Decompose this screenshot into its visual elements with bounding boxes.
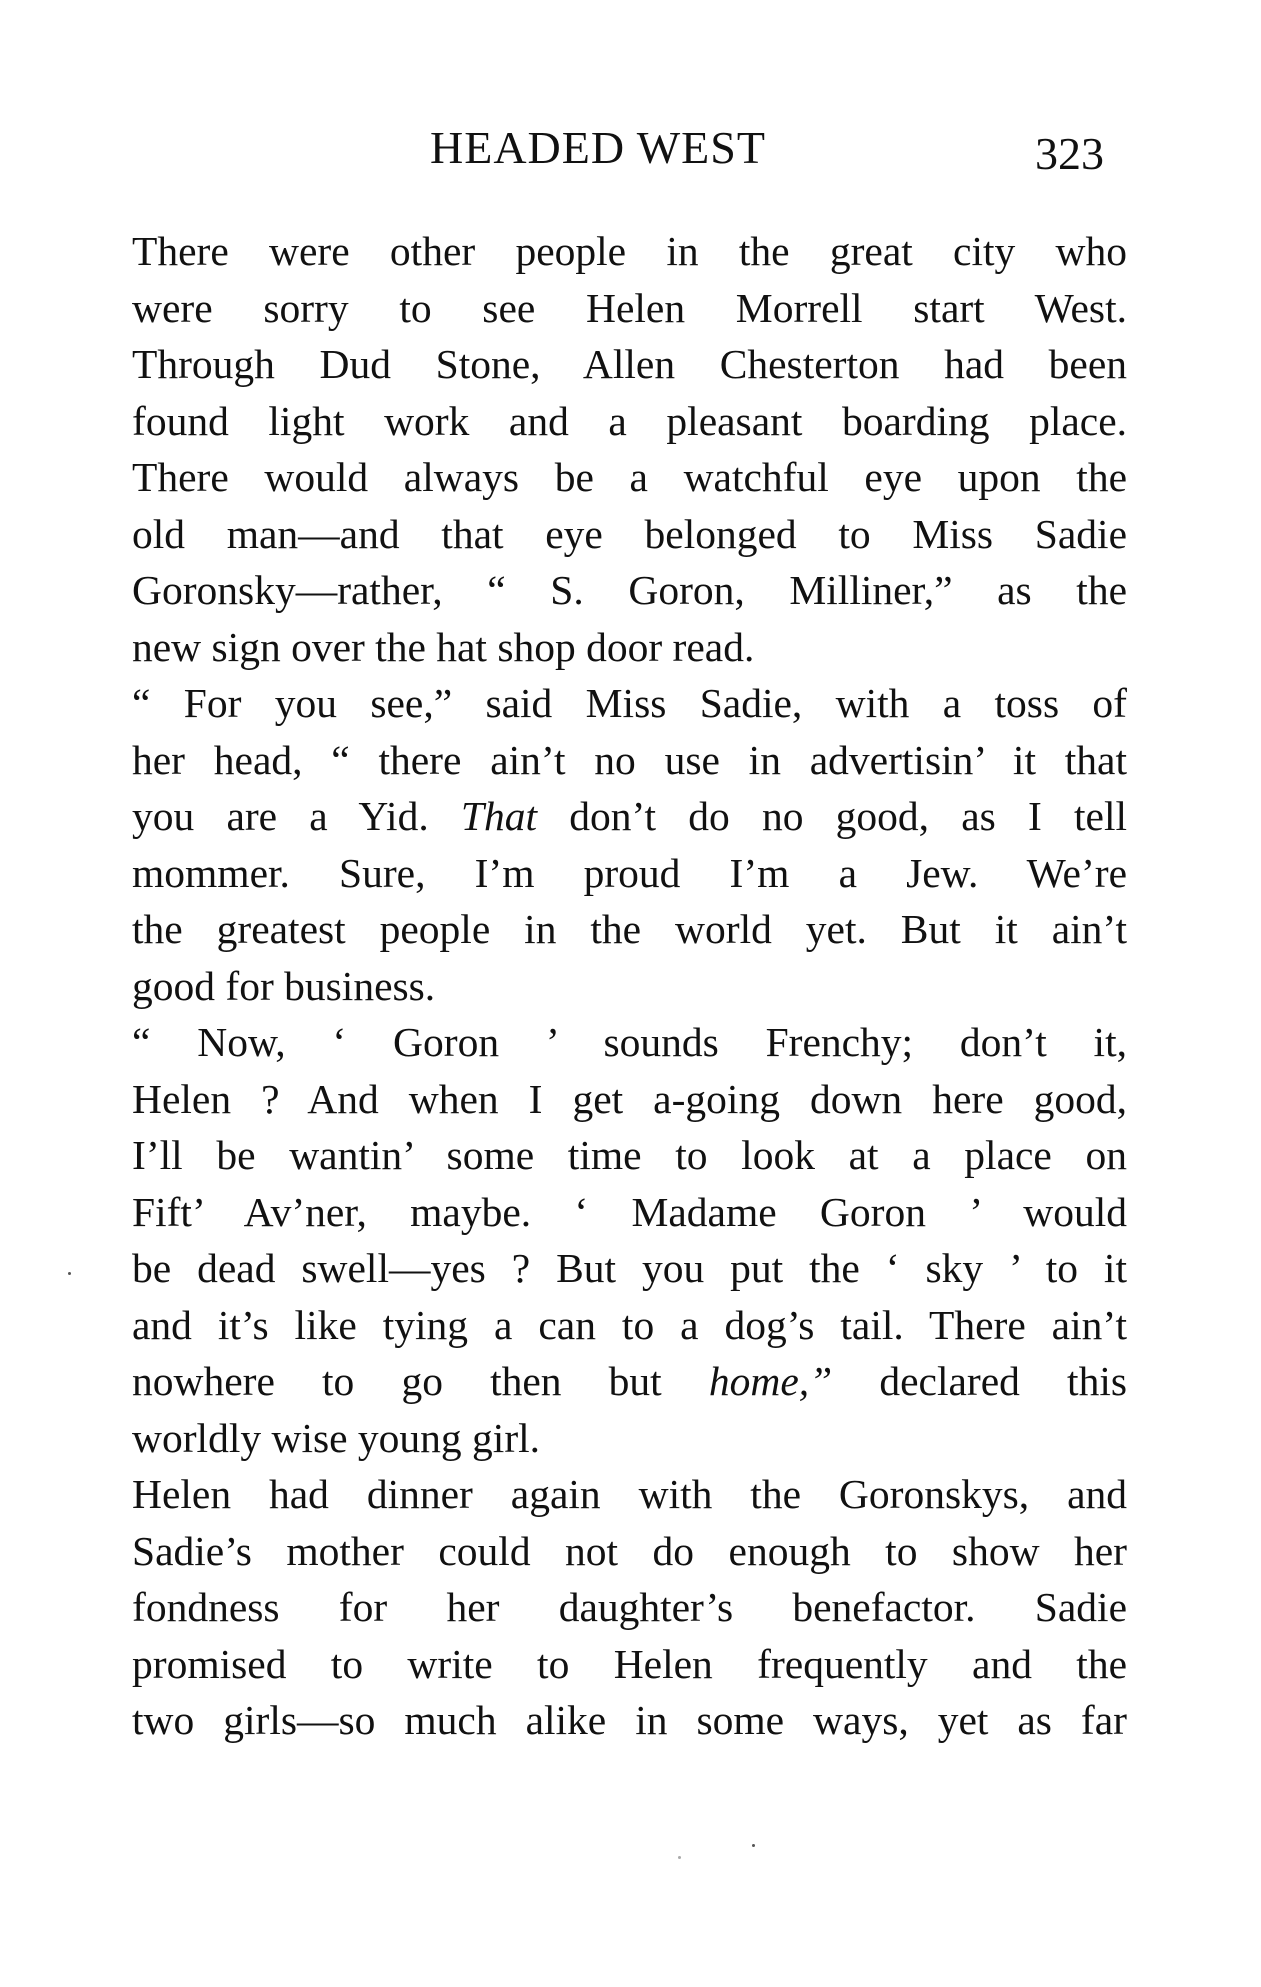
text-line: “ Now, ‘ Goron ’ sounds Frenchy; don’t it, [132, 1019, 1127, 1065]
running-head [0, 118, 1261, 178]
text-segment: you are a Yid. [132, 793, 461, 839]
scan-speck [68, 1272, 71, 1275]
running-title: HEADED WEST [430, 122, 766, 173]
text-line: fondness for her daughter’s benefactor. Sadie [132, 1584, 1127, 1630]
text-segment: nowhere to go then but [132, 1358, 709, 1404]
text-line: and it’s like tying a can to a dog’s tail. There ain’t [132, 1301, 1127, 1348]
text-line: were sorry to see Helen Morrell start West. [132, 284, 1127, 331]
italic-word: That [460, 793, 538, 839]
text-line: There were other people in the great city who [132, 228, 1127, 274]
text-line: Goronsky—rather, “ S. Goron, Milliner,” as the [132, 567, 1127, 613]
text-line: good for business. [132, 962, 436, 1009]
text-line: found light work and a pleasant boarding place. [132, 397, 1127, 444]
text-line: Fift’ Av’ner, maybe. ‘ Madame Goron ’ would [132, 1188, 1127, 1235]
text-line: Helen ? And when I get a-going down here good, [132, 1075, 1127, 1122]
text-line: “ For you see,” said Miss Sadie, with a toss of [132, 680, 1127, 726]
text-line: the greatest people in the world yet. But it ain’t [132, 906, 1127, 952]
text-segment: don’t do no good, as I tell [537, 793, 1128, 839]
italic-word: home,” [708, 1358, 833, 1404]
text-line: be dead swell—yes ? But you put the ‘ sky ’ to it [132, 1245, 1127, 1291]
text-line: mommer. Sure, I’m proud I’m a Jew. We’re [132, 849, 1127, 896]
text-line: promised to write to Helen frequently and the [132, 1640, 1127, 1687]
text-segment: declared this [832, 1358, 1127, 1404]
text-line: Helen had dinner again with the Goronskys, and [132, 1471, 1127, 1517]
text-line: There would always be a watchful eye upon the [132, 454, 1127, 500]
text-line [132, 788, 1127, 845]
text-line: two girls—so much alike in some ways, yet as far [132, 1697, 1127, 1743]
body-text [132, 223, 1127, 1749]
scan-speck [752, 1844, 755, 1847]
text-line: I’ll be wantin’ some time to look at a place on [132, 1132, 1127, 1178]
scan-speck [678, 1856, 681, 1859]
text-line: old man—and that eye belonged to Miss Sadie [132, 510, 1127, 557]
text-line: Through Dud Stone, Allen Chesterton had been [132, 341, 1127, 387]
text-line [132, 1353, 1127, 1410]
page-number: 323 [1035, 128, 1104, 179]
text-line: her head, “ there ain’t no use in advertisin’ it that [132, 736, 1127, 783]
text-line: Sadie’s mother could not do enough to show her [132, 1527, 1127, 1574]
text-line: new sign over the hat shop door read. [132, 623, 755, 670]
text-line: worldly wise young girl. [132, 1414, 541, 1461]
